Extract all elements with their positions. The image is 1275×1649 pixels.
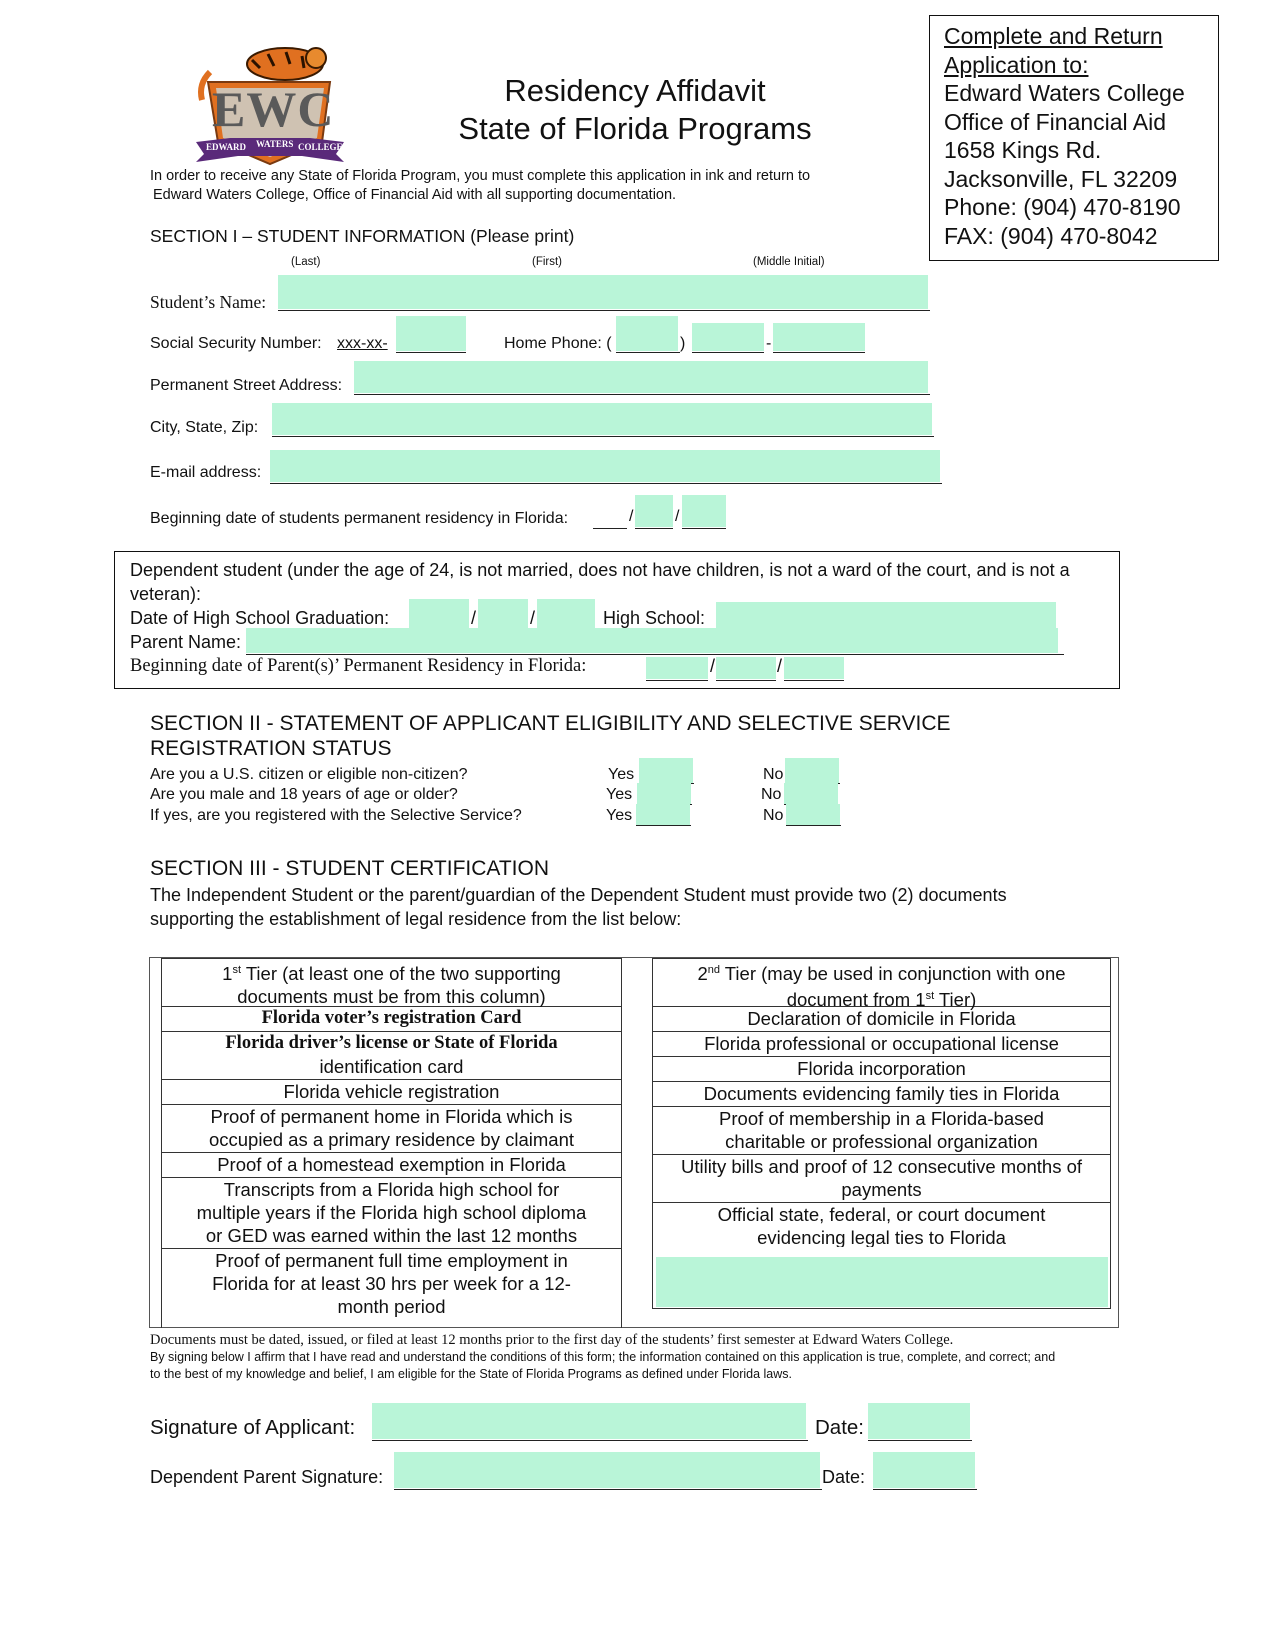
return-line-2: Office of Financial Aid xyxy=(944,108,1167,135)
section2-heading-2: REGISTRATION STATUS xyxy=(150,737,392,760)
hs-grad-year-field[interactable] xyxy=(537,599,595,629)
tier2-item-text: payments xyxy=(841,1179,922,1200)
intro-line-2: Edward Waters College, Office of Financial Aid with all supporting documentation. xyxy=(153,187,677,203)
student-name-label: Student’s Name: xyxy=(150,292,267,312)
parent-signature-label: Dependent Parent Signature: xyxy=(150,1467,384,1487)
phone-area-underline xyxy=(616,352,680,353)
selective-no-field[interactable] xyxy=(786,804,840,825)
address-field[interactable] xyxy=(354,361,928,393)
tier2-header-line2: document from 1 xyxy=(786,989,926,1011)
selective-yes-underline xyxy=(636,825,691,826)
tier1-header xyxy=(162,959,621,1007)
residency-slash-2: / xyxy=(675,508,680,525)
tier1-item-text: Florida vehicle registration xyxy=(283,1081,500,1102)
tier2-item-text: Utility bills and proof of 12 consecutive months of xyxy=(680,1156,1083,1177)
dependent-text-1: Dependent student (under the age of 24, is not married, does not have children, is not a ward of the court, and is not a xyxy=(130,560,1070,580)
tier1-item-text: Florida driver’s license or State of Florida xyxy=(225,1033,558,1053)
logo-letters: EWC xyxy=(212,81,335,137)
citizen-yes-field[interactable] xyxy=(639,758,693,783)
parent-res-day-field[interactable] xyxy=(716,657,776,679)
tier1-item xyxy=(162,1080,621,1105)
section2-heading-1: SECTION II - STATEMENT OF APPLICANT ELIGIBILITY AND SELECTIVE SERVICE xyxy=(150,712,951,735)
tier2-header-text: Tier (may be used in conjunction with one xyxy=(720,963,1066,985)
return-heading-1: Complete and Return xyxy=(944,23,1163,49)
residency-year-underline xyxy=(682,528,726,529)
logo-banner-mid: WATERS xyxy=(256,139,294,149)
applicant-date-underline xyxy=(868,1440,972,1441)
ssn-label: Social Security Number: xyxy=(150,335,322,352)
tier2-item xyxy=(653,1007,1110,1032)
tier1-item-text: Transcripts from a Florida high school for xyxy=(223,1179,560,1200)
section1-heading: SECTION I – STUDENT INFORMATION (Please print) xyxy=(150,226,575,246)
tier1-header-line2: documents must be from this column) xyxy=(237,986,546,1008)
return-line-4: Jacksonville, FL 32209 xyxy=(944,165,1178,192)
selective-yes-field[interactable] xyxy=(636,804,690,825)
residency-year-field[interactable] xyxy=(682,495,726,527)
tier1-item xyxy=(162,1178,621,1249)
tier1-item xyxy=(162,1153,621,1178)
title-line-2: State of Florida Programs xyxy=(458,111,812,146)
tier2-header xyxy=(653,959,1110,1011)
tier1-item-text: multiple years if the Florida high school diploma xyxy=(196,1202,587,1223)
selective-no-underline xyxy=(786,825,841,826)
tier1-item xyxy=(162,1249,621,1319)
applicant-signature-underline xyxy=(372,1440,808,1441)
tier1-item-text: Proof of permanent home in Florida which is xyxy=(210,1106,573,1127)
residency-month-underline xyxy=(593,528,627,529)
tier2-item-text: Official state, federal, or court document xyxy=(717,1204,1046,1225)
tier2-extra-field[interactable] xyxy=(656,1257,1108,1307)
title-line-1: Residency Affidavit xyxy=(504,73,766,108)
tier1-item-text: month period xyxy=(337,1296,446,1317)
logo-banner-left: EDWARD xyxy=(206,142,247,152)
name-col-first: (First) xyxy=(532,256,563,268)
parent-res-month-underline xyxy=(646,680,708,681)
tier1-header-text: Tier (at least one of the two supporting xyxy=(241,963,561,985)
tier2-item xyxy=(653,1107,1110,1155)
tier2-header-num: 2 xyxy=(697,963,708,985)
residency-date-label: Beginning date of students permanent residency in Florida: xyxy=(150,510,569,527)
applicant-signature-label: Signature of Applicant: xyxy=(150,1416,356,1439)
phone-prefix-underline xyxy=(692,352,764,353)
return-line-1: Edward Waters College xyxy=(944,80,1185,106)
tier2-item-text: charitable or professional organization xyxy=(725,1131,1038,1152)
parent-date-underline xyxy=(873,1489,977,1490)
tier1-item-text: occupied as a primary residence by claimant xyxy=(208,1129,575,1150)
student-name-field[interactable] xyxy=(278,275,928,309)
email-field[interactable] xyxy=(270,450,940,482)
email-underline xyxy=(270,483,942,484)
dependent-text-2: veteran): xyxy=(130,584,202,604)
phone-close-paren: ) xyxy=(680,335,686,352)
affirm-line-1: By signing below I affirm that I have read and understand the conditions of this form; the information contained on this application is true, complete, and correct; and xyxy=(150,1350,1056,1364)
return-address-box xyxy=(929,15,1219,261)
parent-res-year-field[interactable] xyxy=(784,657,844,679)
tier2-item-text: evidencing legal ties to Florida xyxy=(757,1227,1006,1247)
name-col-middle: (Middle Initial) xyxy=(753,256,825,268)
return-phone: Phone: (904) 470-8190 xyxy=(944,194,1181,220)
hs-grad-slash-1: / xyxy=(471,608,477,628)
yes-label: Yes xyxy=(608,766,635,783)
tier2-item-text: Proof of membership in a Florida-based xyxy=(719,1108,1044,1129)
parent-name-field[interactable] xyxy=(246,628,1058,653)
high-school-label: High School: xyxy=(603,608,706,628)
city-state-zip-underline xyxy=(272,436,934,437)
intro-line-1: In order to receive any State of Florida Program, you must complete this application in ink and return to xyxy=(150,168,811,184)
section3-text-1: The Independent Student or the parent/guardian of the Dependent Student must provide two (2) documents xyxy=(150,885,1007,905)
tier2-item-text: Florida incorporation xyxy=(797,1058,966,1079)
phone-dash: - xyxy=(766,335,772,352)
ssn-underline xyxy=(396,352,466,353)
tier1-item-text: Florida for at least 30 hrs per week for a 12- xyxy=(212,1273,571,1294)
hs-grad-month-field[interactable] xyxy=(409,599,469,629)
tier2-item-text: Florida professional or occupational license xyxy=(704,1033,1059,1054)
parent-date-field[interactable] xyxy=(873,1452,975,1488)
tier1-item-text: Proof of a homestead exemption in Florida xyxy=(217,1154,566,1175)
home-phone-label: Home Phone: ( xyxy=(504,335,612,352)
address-label: Permanent Street Address: xyxy=(150,377,343,394)
question-citizen: Are you a U.S. citizen or eligible non-citizen? xyxy=(150,766,468,783)
parent-residency-label: Beginning date of Parent(s)’ Permanent Residency in Florida: xyxy=(130,656,587,676)
tier2-header-line2-end: Tier) xyxy=(934,989,977,1011)
no-label: No xyxy=(763,807,784,824)
parent-res-month-field[interactable] xyxy=(646,657,708,679)
tier2-header-sup: nd xyxy=(707,964,720,976)
parent-date-label: Date: xyxy=(822,1467,866,1487)
parent-signature-underline xyxy=(394,1489,822,1490)
no-label: No xyxy=(763,766,784,783)
phone-area-field[interactable] xyxy=(616,316,678,351)
male-yes-field[interactable] xyxy=(637,783,691,804)
residency-day-underline xyxy=(635,528,673,529)
ssn-prefix: xxx-xx- xyxy=(337,335,388,352)
tier1-header-sup: st xyxy=(232,964,242,976)
return-heading-2: Application to: xyxy=(944,51,1089,78)
section3-heading: SECTION III - STUDENT CERTIFICATION xyxy=(150,857,550,880)
tier2-item xyxy=(653,1032,1110,1057)
tier2-item xyxy=(653,1155,1110,1203)
tier1-column xyxy=(161,958,622,1328)
tier2-item-text: Documents evidencing family ties in Florida xyxy=(703,1083,1060,1104)
parent-res-slash-1: / xyxy=(710,656,716,676)
tier1-item-text: Proof of permanent full time employment in xyxy=(215,1250,568,1271)
tier2-item xyxy=(653,1057,1110,1082)
applicant-signature-field[interactable] xyxy=(372,1403,806,1439)
tier2-item-text: Declaration of domicile in Florida xyxy=(747,1008,1016,1029)
city-state-zip-label: City, State, Zip: xyxy=(150,419,259,436)
male-no-field[interactable] xyxy=(784,783,838,804)
hs-grad-slash-2: / xyxy=(530,608,536,628)
residency-day-field[interactable] xyxy=(635,495,673,527)
question-male-18: Are you male and 18 years of age or older? xyxy=(150,786,458,803)
affirm-line-2: to the best of my knowledge and belief, I am eligible for the State of Florida Programs as defined under Florida laws. xyxy=(150,1367,793,1381)
parent-name-label: Parent Name: xyxy=(130,632,242,652)
documents-note: Documents must be dated, issued, or filed at least 12 months prior to the first day of the students’ first semester at Edward Waters College. xyxy=(150,1332,954,1348)
tier1-item-text: identification card xyxy=(319,1056,464,1077)
ssn-field[interactable] xyxy=(396,316,466,351)
tier2-header-sup2: st xyxy=(925,990,935,1003)
tier1-item xyxy=(162,1032,621,1080)
phone-line-field[interactable] xyxy=(773,323,865,351)
tier1-header-num: 1 xyxy=(222,963,233,985)
parent-res-slash-2: / xyxy=(777,656,783,676)
hs-grad-label: Date of High School Graduation: xyxy=(130,608,390,628)
tier1-item xyxy=(162,1105,621,1153)
tier1-item-text: Florida voter’s registration Card xyxy=(261,1008,522,1028)
tier2-item xyxy=(653,1203,1110,1247)
yes-label: Yes xyxy=(606,807,633,824)
logo-banner-right: COLLEGE xyxy=(298,142,343,152)
phone-line-underline xyxy=(773,352,865,353)
tier2-item xyxy=(653,1082,1110,1107)
parent-signature-field[interactable] xyxy=(394,1452,820,1488)
high-school-field[interactable] xyxy=(716,602,1056,629)
return-fax: FAX: (904) 470-8042 xyxy=(944,222,1158,249)
no-label: No xyxy=(761,786,782,803)
parent-res-day-underline xyxy=(716,680,776,681)
yes-label: Yes xyxy=(606,786,633,803)
section3-text-2: supporting the establishment of legal residence from the list below: xyxy=(150,909,682,929)
applicant-date-field[interactable] xyxy=(868,1403,970,1439)
page-title xyxy=(400,72,870,148)
address-underline xyxy=(354,394,930,395)
college-logo xyxy=(190,42,350,170)
residency-slash-1: / xyxy=(629,508,634,525)
citizen-no-field[interactable] xyxy=(785,758,839,783)
tier1-item-text: or GED was earned within the last 12 months xyxy=(205,1225,578,1246)
tier1-item xyxy=(162,1007,621,1032)
student-name-underline xyxy=(278,310,930,311)
applicant-date-label: Date: xyxy=(815,1416,864,1439)
parent-name-underline xyxy=(246,654,1064,655)
name-col-last: (Last) xyxy=(291,256,321,268)
parent-res-year-underline xyxy=(784,680,844,681)
phone-prefix-field[interactable] xyxy=(692,323,764,351)
city-state-zip-field[interactable] xyxy=(272,403,932,435)
email-label: E-mail address: xyxy=(150,464,262,481)
question-selective-service: If yes, are you registered with the Selective Service? xyxy=(150,807,522,824)
hs-grad-day-field[interactable] xyxy=(478,599,528,629)
return-line-3: 1658 Kings Rd. xyxy=(944,137,1102,163)
